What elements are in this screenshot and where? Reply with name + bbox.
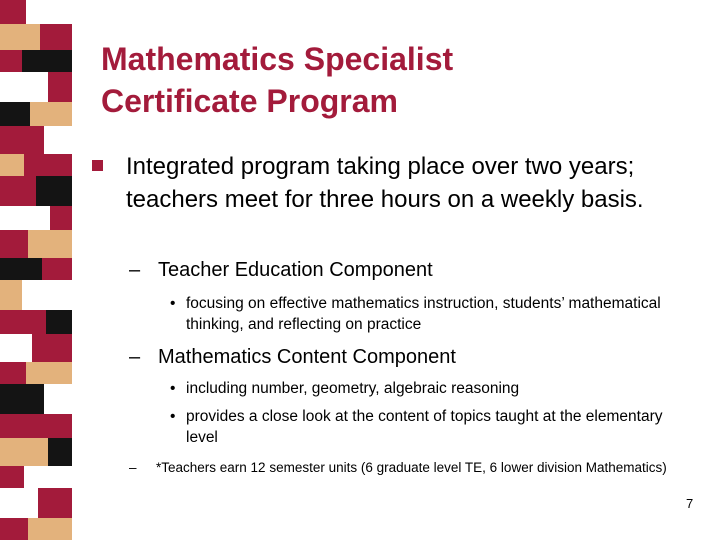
stripe-block (28, 230, 72, 258)
stripe-block (24, 466, 72, 488)
stripe-block (0, 334, 32, 362)
main-bullet-text: Integrated program taking place over two years; teachers meet for three hours on a weekly basis. (126, 153, 644, 213)
dash-marker: – (129, 346, 141, 368)
stripe-block (0, 280, 22, 310)
dash-marker: – (129, 460, 137, 475)
stripe-block (0, 154, 24, 176)
teacher-education-item (170, 293, 690, 335)
stripe-block (46, 310, 72, 334)
stripe-block (26, 362, 72, 384)
page-number: 7 (686, 496, 694, 511)
stripe-block (22, 280, 72, 310)
stripe-block (30, 102, 72, 126)
dot-marker: • (170, 295, 176, 312)
stripe-block (44, 126, 72, 154)
dash-marker: – (129, 259, 141, 281)
stripe-block (0, 414, 30, 438)
main-bullet (92, 150, 692, 216)
stripe-block (0, 518, 28, 540)
item-text: provides a close look at the content of topics taught at the elementary level (186, 408, 663, 446)
units-note (129, 458, 689, 477)
stripe-block (0, 24, 40, 50)
stripe-block (0, 438, 48, 466)
sub-heading-text: Mathematics Content Component (158, 346, 456, 368)
item-text: including number, geometry, algebraic reasoning (186, 380, 520, 397)
stripe-block (28, 518, 72, 540)
item-text: focusing on effective mathematics instruction, students’ mathematical thinking, and reflecting on practice (186, 295, 661, 333)
stripe-block (48, 72, 72, 102)
sub-heading-teacher-education (129, 258, 699, 282)
stripe-block (26, 0, 72, 24)
stripe-block (0, 0, 26, 24)
stripe-block (0, 72, 48, 102)
stripe-block (0, 258, 42, 280)
stripe-block (48, 438, 72, 466)
stripe-block (42, 258, 72, 280)
stripe-block (40, 24, 72, 50)
dot-marker: • (170, 380, 176, 397)
units-note-text: *Teachers earn 12 semester units (6 graduate level TE, 6 lower division Mathematics) (156, 460, 667, 475)
dot-marker: • (170, 408, 176, 425)
stripe-block (0, 362, 26, 384)
stripe-block (0, 50, 22, 72)
stripe-block (0, 466, 24, 488)
stripe-block (22, 50, 72, 72)
title-line-2: Certificate Program (101, 83, 398, 119)
stripe-block (0, 230, 28, 258)
sub-heading-text: Teacher Education Component (158, 259, 433, 281)
stripe-block (0, 384, 44, 414)
stripe-block (0, 102, 30, 126)
stripe-block (0, 176, 36, 206)
stripe-block (36, 176, 72, 206)
square-bullet-icon (92, 160, 103, 171)
stripe-block (0, 126, 44, 154)
slide-title (101, 38, 701, 122)
stripe-block (24, 154, 72, 176)
stripe-block (0, 488, 38, 518)
math-content-item (170, 378, 690, 399)
stripe-block (44, 384, 72, 414)
stripe-block (38, 488, 72, 518)
decorative-stripe (0, 0, 72, 540)
stripe-block (32, 334, 72, 362)
stripe-block (0, 310, 46, 334)
stripe-block (30, 414, 72, 438)
math-content-item (170, 406, 690, 448)
sub-heading-math-content (129, 345, 699, 369)
title-line-1: Mathematics Specialist (101, 41, 454, 77)
stripe-block (0, 206, 50, 230)
stripe-block (50, 206, 72, 230)
